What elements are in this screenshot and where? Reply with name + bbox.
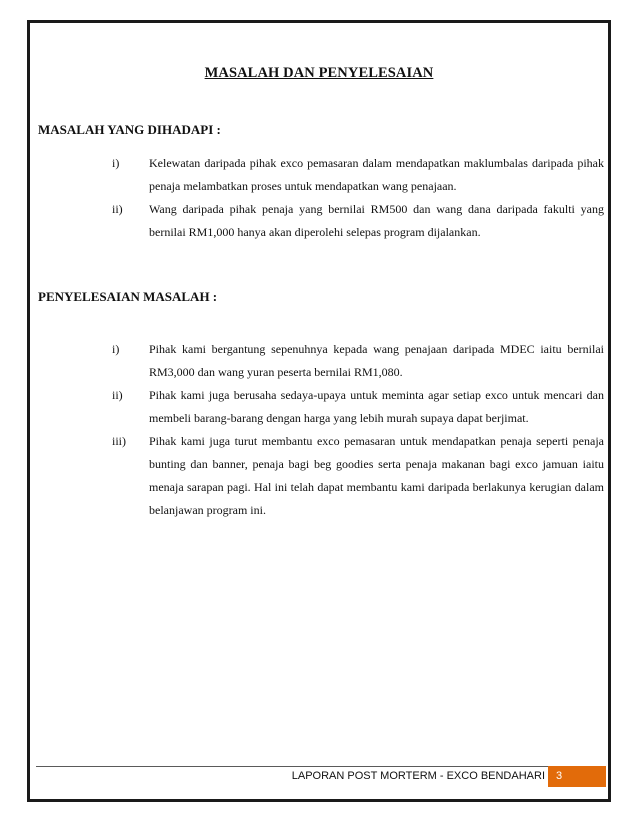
list-item-text: Wang daripada pihak penaja yang bernilai RM500 dan wang dana daripada fakulti yang bernilai RM1,000 hanya akan diperolehi selepas program dijalankan.	[149, 202, 604, 239]
list-item	[112, 152, 604, 198]
problems-heading: MASALAH YANG DIHADAPI :	[38, 122, 221, 137]
list-item-number: ii)	[112, 202, 123, 216]
list-item-text: Pihak kami bergantung sepenuhnya kepada wang penajaan daripada MDEC iaitu bernilai RM3,000 dan wang yuran peserta bernilai RM1,080.	[149, 342, 604, 379]
list-item	[112, 384, 604, 430]
list-item-number: ii)	[112, 388, 123, 402]
list-item-number: i)	[112, 342, 120, 356]
page-title: MASALAH DAN PENYELESAIAN	[204, 65, 434, 81]
solutions-heading: PENYELESAIAN MASALAH :	[38, 289, 218, 304]
list-item	[112, 198, 604, 244]
footer-divider	[36, 766, 606, 767]
page-number-badge: 3	[548, 766, 606, 787]
list-item	[112, 338, 604, 384]
problems-list	[112, 152, 604, 244]
list-item	[112, 430, 604, 522]
list-item-text: Kelewatan daripada pihak exco pemasaran dalam mendapatkan maklumbalas daripada pihak penaja melambatkan proses untuk mendapatkan wang penajaan.	[149, 156, 604, 193]
footer-label: LAPORAN POST MORTERM - EXCO BENDAHARI	[291, 770, 545, 782]
list-item-number: i)	[112, 156, 120, 170]
solutions-list	[112, 338, 604, 522]
list-item-text: Pihak kami juga berusaha sedaya-upaya untuk meminta agar setiap exco untuk mencari dan membeli barang-barang dengan harga yang lebih murah supaya dapat berjimat.	[149, 388, 604, 425]
list-item-number: iii)	[112, 434, 126, 448]
list-item-text: Pihak kami juga turut membantu exco pemasaran untuk mendapatkan penaja seperti penaja bunting dan banner, penaja bagi beg goodies serta penaja makanan bagi exco jamuan iaitu menaja sarapan pagi. Hal ini telah dapat membantu kami daripada berlakunya kerugian dalam belanjawan program ini.	[149, 434, 604, 517]
